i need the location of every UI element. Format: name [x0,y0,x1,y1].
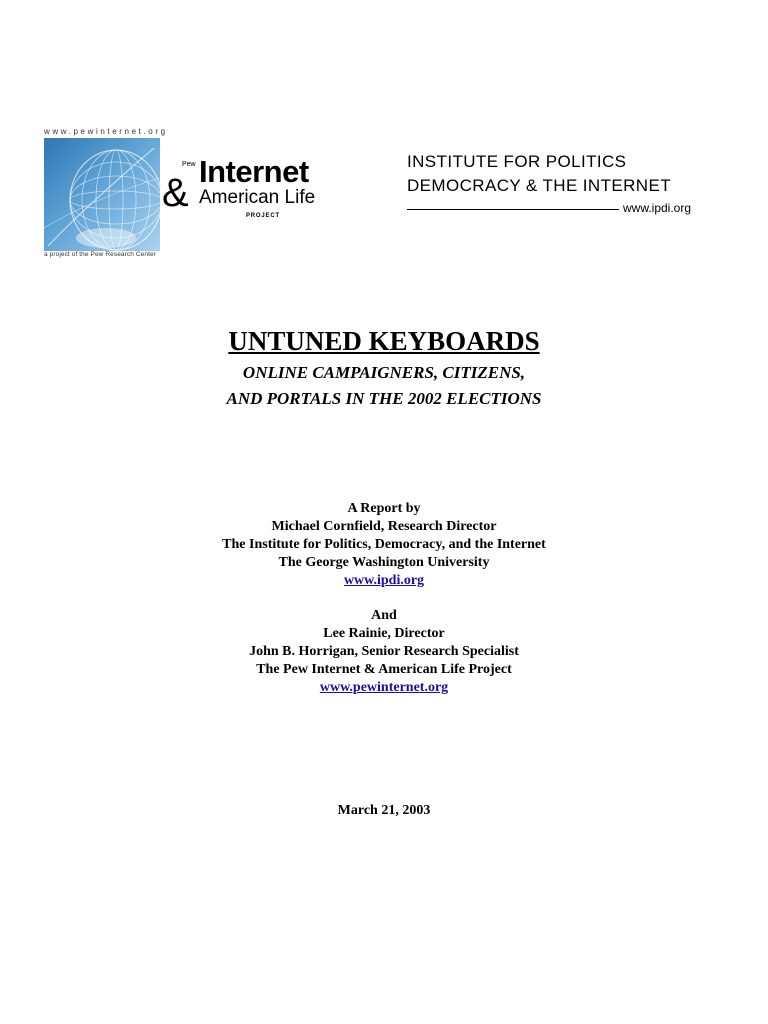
author-block [0,500,768,697]
author-horrigan: John B. Horrigan, Senior Research Specialist [249,644,519,659]
author-rainie: Lee Rainie, Director [323,626,445,641]
report-date: March 21, 2003 [337,803,431,818]
pew-logo-tagline: a project of the Pew Research Center [44,251,156,258]
ipdi-logo-url: www.ipdi.org [623,201,692,215]
pew-logo-pew-label: Pew [182,161,196,168]
affiliation-ipdi: The Institute for Politics, Democracy, and the Internet [222,537,546,552]
report-title: UNTUNED KEYBOARDS [228,326,540,356]
pew-logo-internet: Internet [199,154,309,189]
ipdi-logo-rule [407,209,619,210]
report-intro: A Report by [347,501,421,516]
pew-logo-american-life: American Life [199,187,316,208]
report-subtitle-line1: ONLINE CAMPAIGNERS, CITIZENS, [242,363,526,382]
author-cornfield: Michael Cornfield, Research Director [271,519,497,534]
pew-logo-ampersand: & [162,171,189,215]
ipdi-logo-line2: DEMOCRACY & THE INTERNET [407,176,672,195]
affiliation-gwu: The George Washington University [278,555,490,570]
ipdi-link[interactable]: www.ipdi.org [343,573,425,588]
pew-link[interactable]: www.pewinternet.org [319,680,449,695]
pew-internet-logo [44,127,344,262]
ipdi-logo [407,152,737,224]
pew-logo-project: PROJECT [246,213,280,219]
pew-logo-url: www.pewinternet.org [44,127,168,136]
ipdi-logo-line1: INSTITUTE FOR POLITICS [407,152,627,171]
report-subtitle-line2: AND PORTALS IN THE 2002 ELECTIONS [226,389,542,408]
affiliation-pew: The Pew Internet & American Life Project [256,662,512,677]
globe-grid-icon [44,138,160,251]
and-label: And [371,608,397,623]
